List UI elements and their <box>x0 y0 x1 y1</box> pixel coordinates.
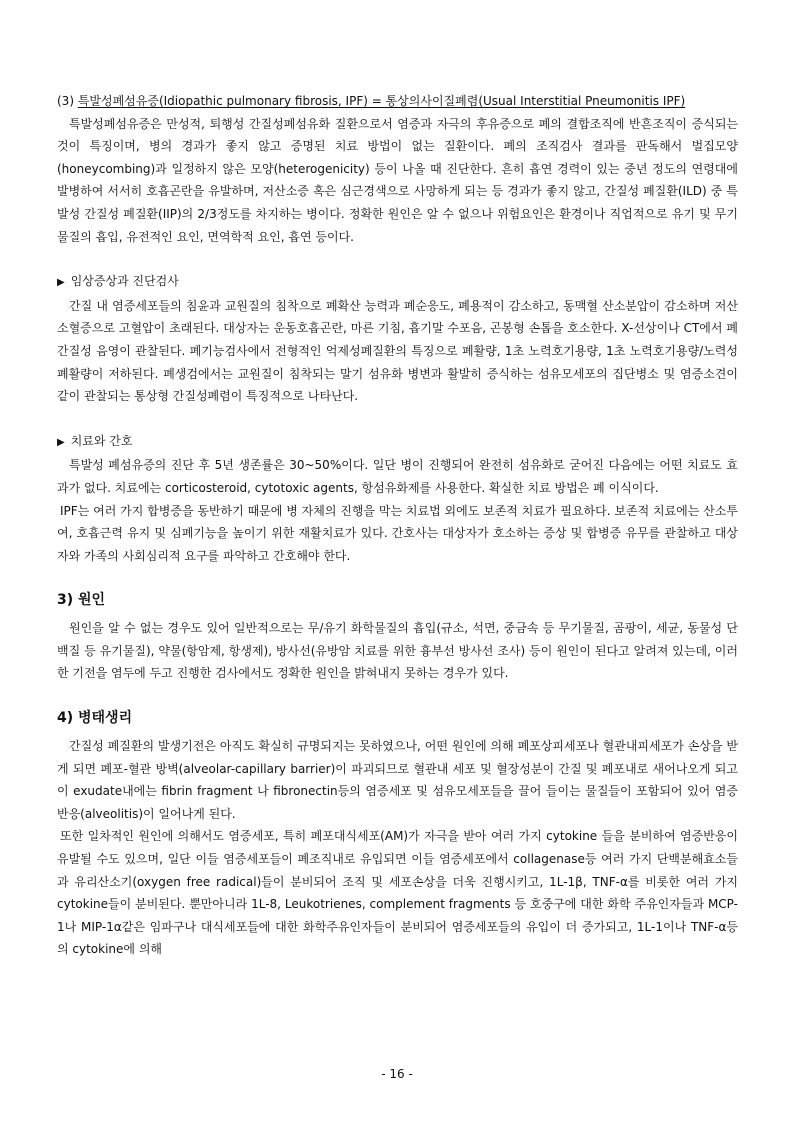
subsection-heading <box>57 90 738 113</box>
page-number: - 16 - <box>381 1067 413 1081</box>
pathophysiology-paragraph-1: 간질성 폐질환의 발생기전은 아직도 확실히 규명되지는 못하였으나, 어떤 원인에 의해 폐포상피세포나 혈관내피세포가 손상을 받게 되면 폐포-혈관 방벽(alveolar-capillary barrier)이 파괴되므로 혈관내 세포 및 혈장성분이 간질 및 폐포내로 새어나오게 되고 이 exudate내에는 fibrin fragment 나 fibronectin등의 염증세포 및 섬유모세포들을 끌어 들이는 물질들이 포함되어 있어 염증반응(alveolitis)이 일어나게 된다. <box>57 739 738 821</box>
intro-paragraph: 특발성폐섬유증은 만성적, 퇴행성 간질성폐섬유화 질환으로서 염증과 자극의 후유증으로 폐의 결합조직에 반흔조직이 증식되는 것이 특징이며, 병의 경과가 좋지 않고 증명된 치료 방법이 없는 질환이다. 폐의 조직검사 결과를 판독해서 벌집모양(honeycombing)과 일정하지 않은 모양(heterogenicity) 등이 나올 때 진단한다. 흔히 흡연 경력이 있는 중년 정도의 연령대에 발병하여 서서히 호흡곤란을 유발하며, 저산소증 혹은 심근경색으로 사망하게 되는 등 경과가 좋지 않고, 간질성 폐질환(ILD) 중 특발성 간질성 폐질환(IIP)의 2/3정도를 차지하는 병이다. 정확한 원인은 알 수 없으나 위험요인은 환경이나 직업적으로 유기 및 무기물질의 흡입, 유전적인 요인, 면역학적 요인, 흡연 등이다. <box>57 116 738 244</box>
bullet-triangle-icon: ▶ <box>57 277 65 289</box>
heading-prefix: (3) <box>57 94 78 108</box>
cause-section-title: 3) 원인 <box>57 592 106 609</box>
bullet-triangle-icon: ▶ <box>57 436 65 448</box>
symptoms-heading <box>57 270 738 295</box>
treatment-paragraph-1: 특발성 폐섬유증의 진단 후 5년 생존률은 30~50%이다. 일단 병이 진행되어 완전히 섬유화로 굳어진 다음에는 어떤 치료도 효과가 없다. 치료에는 corticosteroid, cytotoxic agents, 항섬유화제를 사용한다. 확실한 치료 방법은 폐 이식이다. <box>57 458 738 495</box>
cause-paragraph: 원인을 알 수 없는 경우도 있어 일반적으로는 무/유기 화학물질의 흡입(규소, 석면, 중금속 등 무기물질, 곰팡이, 세균, 동물성 단백질 등 유기물질), 약물(항암제, 항생제), 방사선(유방암 치료를 위한 흉부선 방사선 조사) 등이 원인이 된다고 알려져 있는데, 이러한 기전을 염두에 두고 진행한 검사에서도 정확한 원인을 밝혀내지 못하는 경우가 있다. <box>57 621 738 681</box>
heading-title: 특발성폐섬유증(Idiopathic pulmonary fibrosis, IPF) = 통상의사이질폐렴(Usual Interstitial Pneumonitis IPF) <box>77 94 686 108</box>
treatment-paragraph-2: IPF는 여러 가지 합병증을 동반하기 때문에 병 자체의 진행을 막는 치료법 외에도 보존적 치료가 필요하다. 보존적 치료에는 산소투여, 호흡근력 유지 및 심폐기능을 높이기 위한 재활치료가 있다. 간호사는 대상자가 호소하는 증상 및 합병증 유무를 관찰하고 대상자와 가족의 사회심리적 요구를 파악하고 간호해야 한다. <box>57 503 738 563</box>
page-content <box>57 90 738 961</box>
symptoms-title: 임상증상과 진단검사 <box>70 274 179 289</box>
treatment-heading <box>57 430 738 455</box>
pathophysiology-section-title: 4) 병태생리 <box>57 710 133 727</box>
treatment-title: 치료와 간호 <box>70 433 133 448</box>
pathophysiology-paragraph-2: 또한 일차적인 원인에 의해서도 염증세포, 특히 폐포대식세포(AM)가 자극을 받아 여러 가지 cytokine 들을 분비하여 염증반응이 유발될 수도 있으며, 일단 이들 염증세포들이 폐조직내로 유입되면 이들 염증세포에서 collagenase등 여러 가지 단백분해효소들과 유리산소기(oxygen free radical)들이 분비되어 조직 및 세포손상을 더욱 진행시키고, 1L-1β, TNF-α를 비롯한 여러 가지 cytokine들이 분비된다. 뿐만아니라 1L-8, Leukotrienes, complement fragments 등 호중구에 대한 화학 주유인자들과 MCP-1나 MIP-1α같은 임파구나 대식세포들에 대한 화학주유인자들이 분비되어 염증세포들의 유입이 더 증가되고, 1L-1이나 TNF-α등의 cytokine에 의해 <box>57 829 738 957</box>
symptoms-paragraph: 간질 내 염증세포들의 침윤과 교원질의 침착으로 폐확산 능력과 폐순응도, 폐용적이 감소하고, 동맥혈 산소분압이 감소하며 저산소혈증으로 고혈압이 초래된다. 대상자는 운동호흡곤란, 마른 기침, 흡기말 수포음, 곤봉형 손톱을 호소한다. X-선상이나 CT에서 폐 간질성 음영이 관찰된다. 폐기능검사에서 전형적인 억제성폐질환의 특징으로 폐활량, 1초 노력호기용량, 1초 노력호기용량/노력성 폐활량이 저하된다. 폐생검에서는 교원질이 침착되는 말기 섬유화 병변과 활발히 증식하는 섬유모세포의 집단병소 및 염증소견이 같이 관찰되는 통상형 간질성폐렴이 특징적으로 나타난다. <box>57 298 738 404</box>
